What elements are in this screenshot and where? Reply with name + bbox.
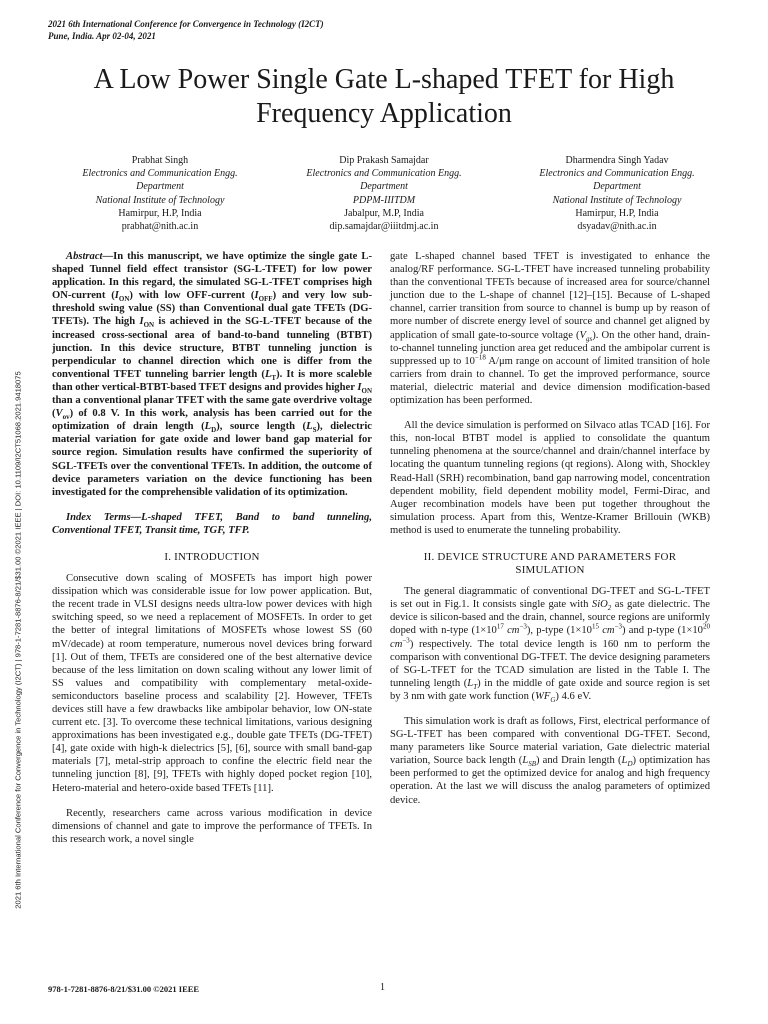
right-column xyxy=(390,250,710,807)
intro-paragraph-continued: gate L-shaped channel based TFET is investigated to enhance the analog/RF performance. SG-L-TFET have increased tunneling probability than the conventional TFETs because of increased area for source/channel junction due to the L-shape of channel [12]–[15]. Because of L-shaped channel, carrier transition from source to channel is bump up by reason of more number of discrete energy level of source and channel get aligned by application of small gate-to-source voltage $(V_{gs})$. On the other hand, drain-to-channel tunneling junction area get reduced and the ambipolar current is suppressed up to $10^{-18}$ A/μm range on account of limited transition of hole carriers from drain to channel. To get the improved performance, source material, dielectric material and device dimension modification-based optimization has been performed. xyxy=(390,251,710,407)
author-city: Jabalpur, M.P, India xyxy=(344,207,424,219)
intro-paragraph-2: Recently, researchers came across various modification in device dimensions of channel and gate to improve the performance of TFETs. In this research work, a novel single xyxy=(52,807,372,845)
author-affiliation: Electronics and Communication Engg. xyxy=(539,168,695,180)
author-2 xyxy=(274,154,494,233)
footer-isbn: 978-1-7281-8876-8/21/$31.00 ©2021 IEEE xyxy=(48,984,200,994)
author-institution: PDPM-IIITDM xyxy=(352,194,416,206)
author-affiliation: Electronics and Communication Engg. xyxy=(306,168,462,180)
paper-title: A Low Power Single Gate L-shaped TFET for High Frequency Application xyxy=(93,64,675,129)
device-paragraph-1: The general diagrammatic of conventional DG-TFET and SG-L-TFET is set out in Fig.1. It consists single gate with SiO$_2$ as gate dielectric. The device is silicon-based and the drain, channel, source regions are uniformly doped with n-type ($1\times 10^{17}$ $cm^{-3}$), p-type ($1\times 10^{15}$ $cm^{-3}$) and p-type ($1\times 10^{20}$ $cm^{-3}$) respectively. The total device length is 160 nm to perform the comparison with conventional DG-TFET. The device designing parameters of SG-L-TFET for the TCAD simulation are listed in the Table I. The tunneling length $(L_T)$ in the middle of gate oxide and source region is set by 3 nm with gate work function $(WF_G)$ 4.6 eV. xyxy=(390,586,710,705)
intro-paragraph-3: All the device simulation is performed on Silvaco atlas TCAD [16]. For this, non-local BTBT model is applied to consolidate the quantum tunneling phenomena at the source/channel and drain/channel interface by locating the quantum tunneling regions (qt regions). Along with, Shockley Read-Hall (SRH) recombination, band gap narrowing model, concentration dependent mobility, field dependent mobility model, Fermi-Dirac, and Auger recombination models have been put together throughout the simulation process. Apart from this, Wentze-Kramer Brillouin (WKB) method is used to enumerate the tunneling probability. xyxy=(390,420,710,536)
author-department: Department xyxy=(360,181,408,193)
author-department: Department xyxy=(136,181,184,193)
section-heading-introduction: I. INTRODUCTION xyxy=(164,550,260,563)
doi-sidebar-text: 2021 6th International Conference for Convergence in Technology (I2CT) | 978-1-7281-8876-8/21/$31.00 ©2021 IEEE | DOI: 10.1109/I2CT51068.2021.9418075 xyxy=(13,371,23,909)
conference-header xyxy=(48,18,324,42)
author-email: dsyadav@nith.ac.in xyxy=(577,221,657,233)
author-department: Department xyxy=(593,181,641,193)
author-3 xyxy=(507,154,727,233)
intro-paragraph-1: Consecutive down scaling of MOSFETs has import high power dissipation which was considerable issue for low power application. But, the recent trade in VLSI designs needs ultra-low power devices with high switching speed, so we need a replacement of MOSFETs. In order to get the better of integral limitations of MOSFETs whose lowest SS (60 mV/decade) at room temperature, numerous novel devices bring forward [1]. Out of them, TFETs are considered one of the best alternative device because of the less limitation on down scaling without any lower limit of SS values and compatibility with complementary metal-oxide-semiconductors baseline process and scalability [2]. However, TFETs devices still have a few drawbacks like ambipolar behavior, low ON-state current etc. [3]. To overcome these technical limitations, various designing approximations has been investigated e.g., double gate TFETs (DG-TFET) [4], gate oxide with high-k dielectrics [5], [6], source with small band-gap materials [7], metal-strip approach to confine the electric field near the tunneling junction [8], [9], TFETs with highly doped pocket region [10], Hetero-material and hetero-oxide based TFETs [11]. xyxy=(52,573,372,794)
author-name: Dharmendra Singh Yadav xyxy=(565,155,669,166)
author-name: Dip Prakash Samajdar xyxy=(339,155,429,166)
page-number: 1 xyxy=(380,982,385,993)
left-column xyxy=(52,250,372,846)
abstract: Abstract—In this manuscript, we have optimize the single gate L-shaped Tunnel field effect transistor (SG-L-TFET) for low power application. In this regard, the simulated SG-L-TFET comprises high ON-current $(I_{ON})$ with low OFF-current $(I_{OFF})$ and very low sub-threshold swing value (SS) than Conventional dual gate TFETs (DG-TFETs). The high $I_{ON}$ is achieved in the SG-L-TFET because of the increased cross-sectional area of band-to-band tunneling (BTBT) junction. In this device structure, BTBT tunneling junction is perpendicular to channel direction which one is differ from the conventional TFET tunneling barrier length $(L_T)$. It is more scaleble than other vertical-BTBT-based TFET designs and provides higher $I_{ON}$ than a conventional planar TFET with the same gate overdrive voltage $(V_{ov})$ of 0.8 V. In this work, analysis has been carried out for the optimization of drain length $(L_D)$, source length $(L_S)$, dielectric material variation for gate oxide and lower band gap material for source region. Simulation results have confirmed the superiority of SGL-TFETs over the conventional TFETs. In addition, the outcome of device parameters variation on the device functioning has been investigated for the comprehensible validation of its optimization. xyxy=(52,251,373,498)
doi-sidebar xyxy=(4,320,32,960)
author-affiliation: Electronics and Communication Engg. xyxy=(82,168,238,180)
author-city: Hamirpur, H.P, India xyxy=(118,207,202,219)
author-city: Hamirpur, H.P, India xyxy=(575,207,659,219)
author-institution: National Institute of Technology xyxy=(95,194,225,206)
index-terms: Index Terms—L-shaped TFET, Band to band tunneling, Conventional TFET, Transit time, TGF, TFP. xyxy=(52,511,372,536)
author-name: Prabhat Singh xyxy=(131,155,189,166)
author-1 xyxy=(50,154,270,233)
conference-name: 2021 6th International Conference for Convergence in Technology (I2CT) xyxy=(48,19,324,29)
author-institution: National Institute of Technology xyxy=(552,194,682,206)
author-email: prabhat@nith.ac.in xyxy=(121,221,199,233)
section-heading-device-structure: II. DEVICE STRUCTURE AND PARAMETERS FOR SIMULATION xyxy=(423,550,677,577)
device-paragraph-2: This simulation work is draft as follows, First, electrical performance of SG-L-TFET has been compared with conventional DG-TFET. Second, many parameters like Source material variation, Gate dielectric material variation, Source back length $(L_{SB})$ and Drain length $(L_D)$ optimization has been performed to get the optimized device for analog and high frequency operation. At the last we will discuss the analog parameters of optimized device. xyxy=(390,716,711,806)
abstract-lead: Abstract xyxy=(66,251,103,262)
conference-location: Pune, India. Apr 02-04, 2021 xyxy=(48,31,156,41)
author-email: dip.samajdar@iiitdmj.ac.in xyxy=(329,221,439,233)
